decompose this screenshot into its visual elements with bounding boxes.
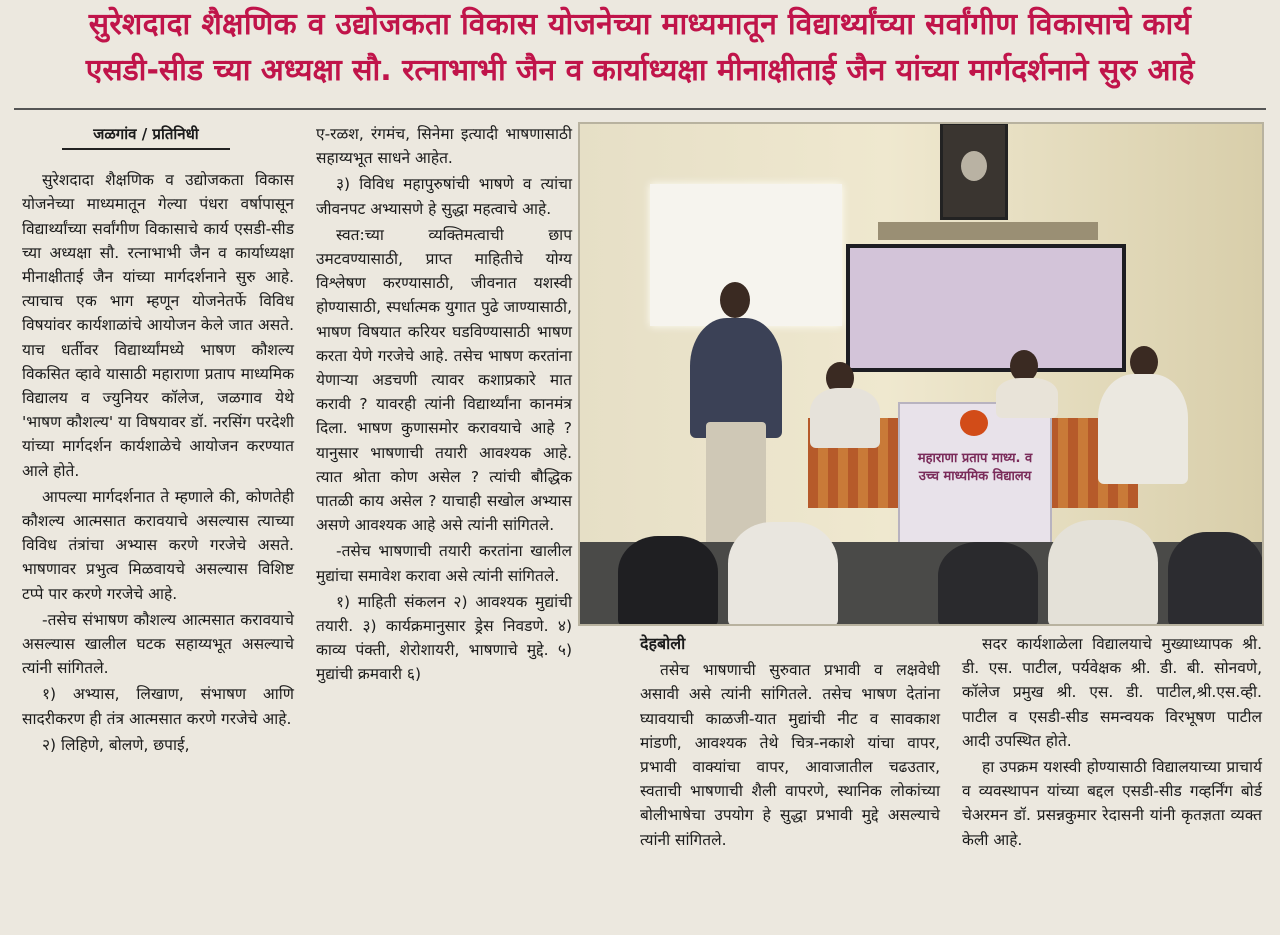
col1-paragraph-3: -तसेच संभाषण कौशल्य आत्मसात करावयाचे असल्यास खालील घटक सहाय्यभूत असल्याचे त्यांनी सांगितले. bbox=[22, 610, 294, 678]
col2-paragraph-2: ३) विविध महापुरुषांची भाषणे व त्यांचा जीवनपट अभ्यासणे हे सुद्धा महत्वाचे आहे. bbox=[316, 175, 572, 218]
headline-line-1: सुरेशदादा शैक्षणिक व उद्योजकता विकास योजनेच्या माध्यमातून विद्यार्थ्यांच्या सर्वांगीण विकासाचे कार्य bbox=[88, 7, 1192, 42]
col1-paragraph-5: २) लिहिणे, बोलणे, छपाई, bbox=[42, 735, 190, 754]
col3-subheading: देहबोली bbox=[640, 634, 686, 653]
col2-paragraph-1: ए-रळश, रंगमंच, सिनेमा इत्यादी भाषणासाठी सहाय्यभूत साधने आहेत. bbox=[316, 125, 572, 168]
podium-text: महाराणा प्रताप माध्य. व उच्च माध्यमिक विद्यालय bbox=[917, 451, 1033, 484]
headline-line-2: एसडी-सीड च्या अध्यक्षा सौ. रत्नाभाभी जैन व कार्याध्यक्षा मीनाक्षीताई जैन यांच्या मार्गदर्शनाने सुरु आहे bbox=[85, 53, 1195, 88]
article-column-2 bbox=[316, 122, 572, 689]
dateline: जळगांव / प्रतिनिधी bbox=[62, 122, 230, 150]
headline-rule bbox=[14, 108, 1266, 110]
col2-paragraph-3: स्वत:च्या व्यक्तिमत्वाची छाप उमटवण्यासाठी, प्राप्त माहितीचे योग्य विश्लेषण करण्यासाठी, जीवनात यशस्वी होण्यासाठी, स्पर्धात्मक युगात पुढे जाण्यासाठी, भाषण विषयात करियर घडविण्यासाठी भाषण करता येणे गरजेचे आहे. तसेच भाषण करतांना येणाऱ्या अडचणी त्यावर कशाप्रकारे मात करावी ? यावरही त्यांनी विद्यार्थ्यांना कानमंत्र दिला. भाषण कुणासमोर करावयाचे आहे ? यानुसार भाषणाची तयारी आवश्यक आहे. त्यात श्रोता कोण असेल ? त्यांची बौद्धिक पातळी काय असेल ? याचाही सखोल अभ्यास असणे आवश्यक आहे असे त्यांनी सांगितले. bbox=[316, 225, 572, 535]
col4-paragraph-2: हा उपक्रम यशस्वी होण्यासाठी विद्यालयाच्या प्राचार्य व व्यवस्थापन यांच्या बद्दल एसडी-सीड गव्हर्निंग बोर्ड चेअरमन डॉ. प्रसन्नकुमार रेदासनी यांनी कृतज्ञता व्यक्त केली आहे. bbox=[962, 758, 1262, 849]
article-column-4 bbox=[962, 632, 1262, 854]
col4-paragraph-1: सदर कार्यशाळेला विद्यालयाचे मुख्याध्यापक श्री. डी. एस. पाटील, पर्यवेक्षक श्री. डी. बी. सोनवणे, कॉलेज प्रमुख श्री. एस. डी. पाटील,श्री.एस.व्ही. पाटील व एसडी-सीड समन्वयक विरभूषण पाटील आदी उपस्थित होते. bbox=[962, 635, 1262, 750]
col2-paragraph-4: -तसेच भाषणाची तयारी करतांना खालील मुद्यांचा समावेश करावा असे त्यांनी सांगितले. bbox=[316, 542, 572, 585]
col1-paragraph-1: सुरेशदादा शैक्षणिक व उद्योजकता विकास योजनेच्या माध्यमातून गेल्या पंधरा वर्षापासून विद्यार्थ्यांच्या सर्वांगीण विकासाचे कार्य एसडी-सीड च्या अध्यक्षा सौ. रत्नाभाभी जैन व कार्याध्यक्षा मीनाक्षीताई जैन यांच्या मार्गदर्शनाने सुरु आहे. त्याचाच एक भाग म्हणून योजनेतर्फे विविध विषयांवर कार्यशाळांचे आयोजन केले जात असते. याच धर्तीवर विद्यार्थ्यांमध्ये भाषण कौशल्य विकसित व्हावे यासाठी महाराणा प्रताप माध्यमिक विद्यालय व ज्युनियर कॉलेज, जळगाव येथे 'भाषण कौशल्य' या विषयावर डॉ. नरसिंग परदेशी यांच्या मार्गदर्शन कार्यशाळेचे आयोजन करण्यात आले होते. bbox=[22, 171, 294, 480]
photo-frame bbox=[578, 122, 1264, 626]
col2-paragraph-5: १) माहिती संकलन २) आवश्यक मुद्यांची तयारी. ३) कार्यक्रमानुसार ड्रेस निवडणे. ४) काव्य पंक्ती, शेरोशायरी, भाषणाचे मुद्दे. ५) मुद्यांची क्रमवारी ६) bbox=[316, 592, 572, 684]
article-column-3 bbox=[640, 632, 940, 854]
event-photo bbox=[578, 122, 1264, 626]
col3-paragraph-1: तसेच भाषणाची सुरुवात प्रभावी व लक्षवेधी असावी असे त्यांनी सांगितले. तसेच भाषण देतांना घ्यावयाची काळजी-यात मुद्यांची नीट व सावकाश मांडणी, आवश्यक तेथे चित्र-नकाशे यांचा वापर, प्रभावी वाक्यांचा वापर, आवाजातील चढउतार, स्वताची भाषणाची शैली वापरणे, स्थानिक लोकांच्या बोलीभाषेचा उपयोग हे सुद्धा प्रभावी मुद्दे असल्याचे त्यांनी सांगितले. bbox=[640, 661, 940, 849]
col1-paragraph-4: १) अभ्यास, लिखाण, संभाषण आणि सादरीकरण ही तंत्र आत्मसात करणे गरजेचे आहे. bbox=[22, 685, 294, 728]
col1-paragraph-2: आपल्या मार्गदर्शनात ते म्हणाले की, कोणतेही कौशल्य आत्मसात करावयाचे असल्यास त्याच्या विविध तंत्रांचा अभ्यास करणे गरजेचे असते. भाषणावर प्रभुत्व मिळवायचे असल्यास विशिष्ट टप्पे पार करणे गरजेचे आहे. bbox=[22, 487, 294, 603]
article-column-1 bbox=[22, 122, 294, 759]
headline bbox=[8, 2, 1272, 94]
